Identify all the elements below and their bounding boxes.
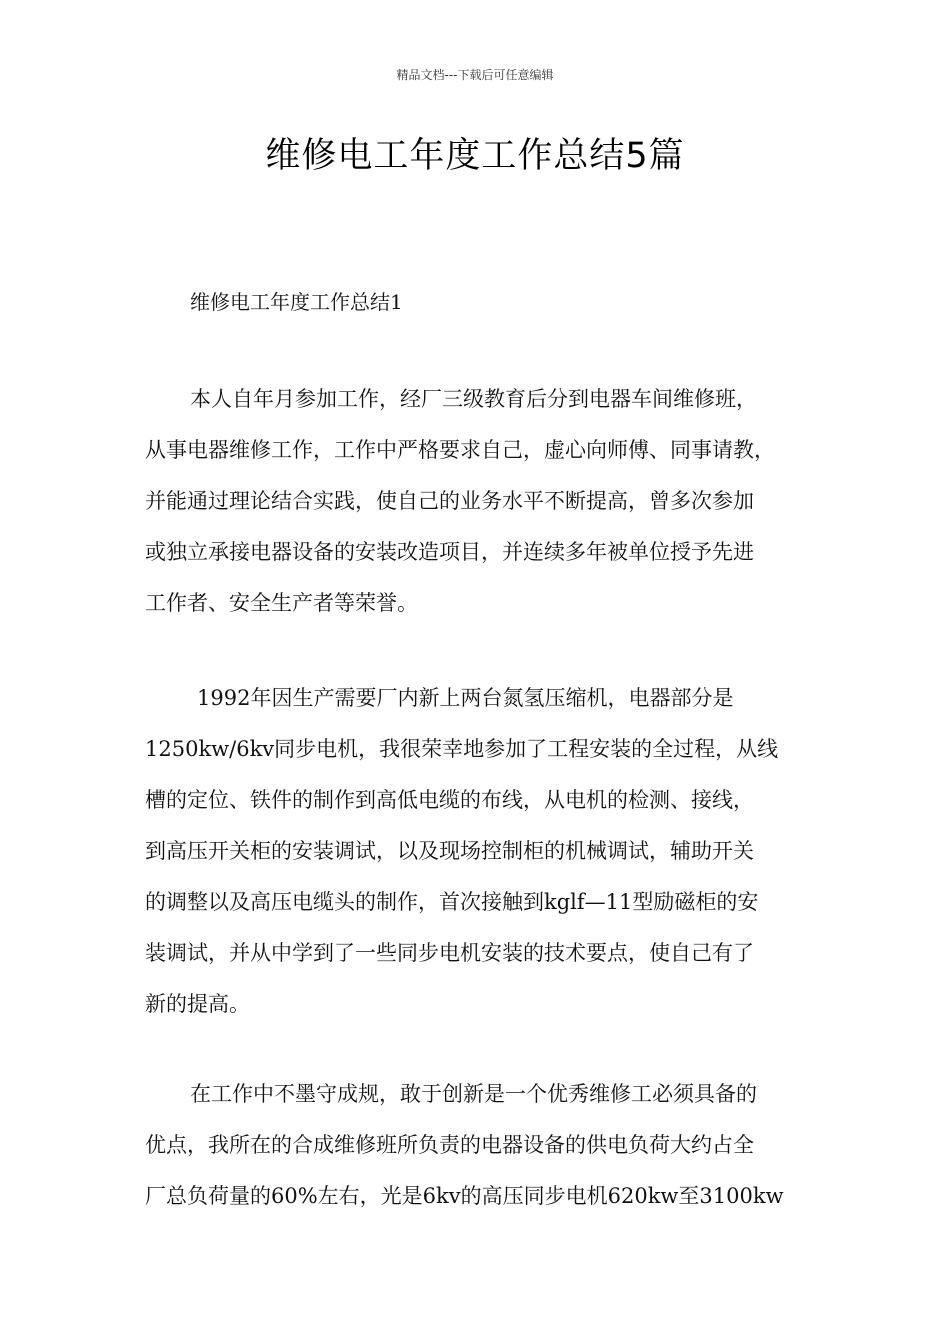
page-header: 精品文档---下载后可任意编辑	[396, 68, 554, 82]
paragraph-line: 工作者、安全生产者等荣誉。	[145, 591, 418, 615]
paragraph-line: 在工作中不墨守成规，敢于创新是一个优秀维修工必须具备的	[190, 1082, 757, 1106]
paragraph-line: 1250kw/6kv同步电机，我很荣幸地参加了工程安装的全过程，从线	[145, 737, 779, 761]
paragraph-line: 本人自年月参加工作，经厂三级教育后分到电器车间维修班，	[190, 387, 757, 411]
section-subheading: 维修电工年度工作总结1	[190, 290, 403, 314]
document-title: 维修电工年度工作总结5篇	[265, 136, 685, 176]
paragraph-line: 1992年因生产需要厂内新上两台氮氢压缩机，电器部分是	[197, 686, 734, 710]
paragraph-line: 厂总负荷量的60%左右，光是6kv的高压同步电机620kw至3100kw	[145, 1184, 784, 1208]
paragraph-line: 并能通过理论结合实践，使自己的业务水平不断提高，曾多次参加	[145, 489, 754, 513]
paragraph-2	[145, 673, 825, 1030]
paragraph-line: 槽的定位、铁件的制作到高低电缆的布线，从电机的检测、接线，	[145, 788, 754, 812]
paragraph-line: 的调整以及高压电缆头的制作，首次接触到kglf—11型励磁柜的安	[145, 890, 759, 914]
paragraph-line: 或独立承接电器设备的安装改造项目，并连续多年被单位授予先进	[145, 540, 754, 564]
paragraph-line: 从事电器维修工作，工作中严格要求自己，虚心向师傅、同事请教，	[145, 438, 775, 462]
paragraph-line: 优点，我所在的合成维修班所负责的电器设备的供电负荷大约占全	[145, 1133, 754, 1157]
paragraph-3	[145, 1069, 825, 1222]
paragraph-line: 到高压开关柜的安装调试，以及现场控制柜的机械调试，辅助开关	[145, 839, 754, 863]
paragraph-line: 装调试，并从中学到了一些同步电机安装的技术要点，使自己有了	[145, 941, 754, 965]
paragraph-line: 新的提高。	[145, 992, 250, 1016]
paragraph-1	[145, 374, 825, 629]
